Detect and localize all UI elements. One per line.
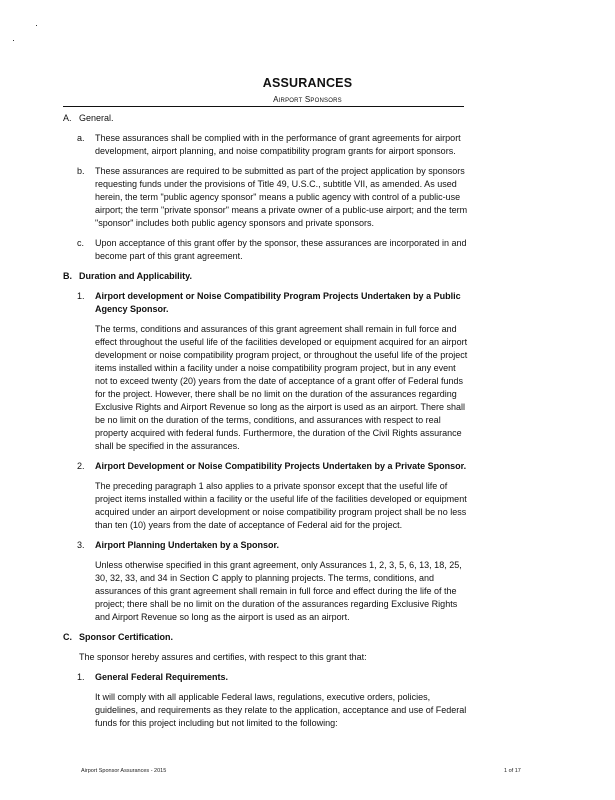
document-body xyxy=(63,112,468,737)
item-text: Unless otherwise specified in this grant agreement, only Assurances 1, 2, 3, 5, 6, 13, 18, 25, 30, 32, 33, and 34 in Section C apply to planning projects. The terms, conditions, and assurances of this grant agreement shall remain in full force and effect during the life of the project; there shall be no limit on the duration of the assurances regarding Exclusive Rights and Airport Revenue so long as the airport is used as an airport. xyxy=(95,560,462,622)
list-item xyxy=(63,671,468,730)
scan-speck xyxy=(13,40,14,41)
document-subtitle: Airport Sponsors xyxy=(273,95,342,104)
item-label: 1. xyxy=(77,291,85,301)
section-title: Duration and Applicability. xyxy=(79,271,193,281)
item-heading: Airport Development or Noise Compatibility Projects Undertaken by a Private Sponsor. xyxy=(95,461,467,471)
scan-speck xyxy=(36,25,37,26)
section-title: Sponsor Certification. xyxy=(79,632,174,642)
document-title: ASSURANCES xyxy=(262,76,353,90)
header-rule xyxy=(63,106,464,107)
item-text: The preceding paragraph 1 also applies to a private sponsor except that the useful life of project items installed within a facility or the useful life of the facilities developed or equipment acquired under an airport development or noise compatibility program project shall be no less than ten (10) years from the date of acceptance of Federal aid for the project. xyxy=(95,481,467,530)
list-item xyxy=(63,290,468,453)
item-label: a. xyxy=(77,133,85,143)
section-a xyxy=(63,112,468,263)
item-heading: Airport development or Noise Compatibility Program Projects Undertaken by a Public Agency Sponsor. xyxy=(95,291,461,314)
list-item xyxy=(63,539,468,624)
item-text: The terms, conditions and assurances of this grant agreement shall remain in full force and effect throughout the useful life of the facilities developed or equipment acquired for an airport development or noise compatibility program project, or throughout the useful life of the project items installed within a facility under a noise compatibility program project, but in any event not to exceed twenty (20) years from the date of acceptance of a grant offer of Federal funds for the project. However, there shall be no limit on the duration of the assurances regarding Exclusive Rights and Airport Revenue so long as the airport is used as an airport. There shall be no limit on the duration of the terms, conditions, and assurances with respect to real property acquired with federal funds. Furthermore, the duration of the Civil Rights assurance shall be specified in the assurances. xyxy=(95,324,468,451)
section-label: A. xyxy=(63,113,72,123)
section-c xyxy=(63,631,468,730)
item-text: These assurances shall be complied with in the performance of grant agreements for airport development, airport planning, and noise compatibility program grants for airport sponsors. xyxy=(95,133,461,156)
section-intro: The sponsor hereby assures and certifies, with respect to this grant that: xyxy=(79,652,367,662)
item-text: It will comply with all applicable Federal laws, regulations, executive orders, policies, guidelines, and requirements as they relate to the application, acceptance and use of Federal funds for this project including but not limited to the following: xyxy=(95,692,467,728)
list-item xyxy=(63,237,468,263)
item-heading: Airport Planning Undertaken by a Sponsor. xyxy=(95,540,280,550)
list-item xyxy=(63,165,468,230)
list-item xyxy=(63,460,468,532)
item-label: 3. xyxy=(77,540,85,550)
item-text: Upon acceptance of this grant offer by the sponsor, these assurances are incorporated in and become part of this grant agreement. xyxy=(95,238,467,261)
section-label: C. xyxy=(63,632,72,642)
item-label: 1. xyxy=(77,672,85,682)
section-title: General. xyxy=(79,113,114,123)
section-label: B. xyxy=(63,271,72,281)
footer-document-name: Airport Sponsor Assurances - 2015 xyxy=(81,768,167,774)
section-b xyxy=(63,270,468,624)
item-heading: General Federal Requirements. xyxy=(95,672,229,682)
page-number: 1 of 17 xyxy=(504,768,521,774)
item-label: 2. xyxy=(77,461,85,471)
item-label: c. xyxy=(77,238,85,248)
item-label: b. xyxy=(77,166,85,176)
list-item xyxy=(63,132,468,158)
item-text: These assurances are required to be submitted as part of the project application by sponsors requesting funds under the provisions of Title 49, U.S.C., subtitle VII, as amended. As used herein, the term "public agency sponsor" means a public agency with control of a public-use airport; the term "private sponsor" means a private owner of a public-use airport; and the term "sponsor" includes both public agency sponsors and private sponsors. xyxy=(95,166,468,228)
